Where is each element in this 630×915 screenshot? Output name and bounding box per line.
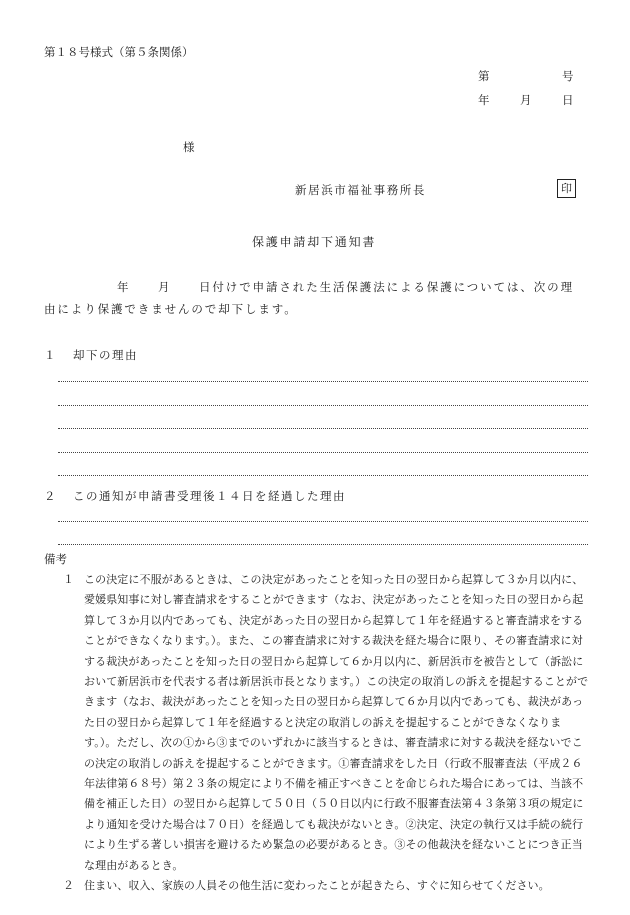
remark-text: 住まい、収入、家族の人員その他生活に変わったことが起きたら、すぐに知らせてください。 <box>84 879 550 893</box>
seal-mark: 印 <box>557 179 576 198</box>
remarks-list <box>44 570 594 897</box>
document-title: 保護申請却下通知書 <box>252 235 377 249</box>
section2-label: この通知が申請書受理後１４日を経過した理由 <box>73 489 346 503</box>
date-month: 月 <box>520 93 532 107</box>
form-number: 第１８号様式（第５条関係） <box>44 45 194 59</box>
remark-number: １ <box>63 573 75 586</box>
remark-item <box>44 570 594 876</box>
reason-line-4 <box>58 452 588 453</box>
section1-label: 却下の理由 <box>73 348 138 362</box>
issuer-name: 新居浜市福祉事務所長 <box>295 183 426 197</box>
delay-reason-line-1 <box>58 521 588 522</box>
remark-item <box>44 876 594 896</box>
remark-number: ２ <box>63 879 75 893</box>
body-year: 年 <box>117 280 129 294</box>
reason-line-2 <box>58 405 588 406</box>
body-line2: 由により保護できませんので却下します。 <box>44 302 298 316</box>
reason-line-3 <box>58 428 588 429</box>
doc-number-prefix: 第 <box>478 69 490 83</box>
date-year: 年 <box>478 93 490 107</box>
body-line1: 日付けで申請された生活保護法による保護については、次の理 <box>199 280 574 294</box>
section1-number: １ <box>44 348 56 362</box>
addressee-suffix: 様 <box>183 140 195 154</box>
reason-line-1 <box>58 381 588 382</box>
date-day: 日 <box>562 93 574 107</box>
reason-line-5 <box>58 475 588 476</box>
doc-number-suffix: 号 <box>562 69 574 83</box>
body-month: 月 <box>158 280 170 294</box>
remarks-heading: 備考 <box>44 552 67 566</box>
delay-reason-line-2 <box>58 544 588 545</box>
remark-text: この決定に不服があるときは、この決定があったことを知った日の翌日から起算して３か月以内に、愛媛県知事に対し審査請求をすることができます（なお、決定があったことを知った日の翌日から起算して３か月以内であっても、決定があった日の翌日から起算して１年を経過すると審査請求をすることができなくなります。）。また、この審査請求に対する裁決を経た場合に限り、その審査請求に対する裁決があったことを知った日の翌日から起算して６か月以内に、新居浜市を被告として（訴訟において新居浜市を代表する者は新居浜市長となります。）この決定の取消しの訴えを提起することができます（なお、裁決があったことを知った日の翌日から起算して６か月以内であっても、裁決があった日の翌日から起算して１年を経過すると決定の取消しの訴えを提起することができなくなります。）。ただし、次の①から③までのいずれかに該当するときは、審査請求に対する裁決を経ないでこの決定の取消しの訴えを提起することができます。①審査請求をした日（行政不服審査法（平成２６年法律第６８号）第２３条の規定により不備を補正すべきことを命じられた場合にあっては、当該不備を補正した日）の翌日から起算して５０日（５０日以内に行政不服審査法第４３条第３項の規定により通知を受けた場合は７０日）を経過しても裁決がないとき。②決定、決定の執行又は手続の続行により生ずる著しい損害を避けるため緊急の必要があるとき。③その他裁決を経ないことにつき正当な理由があるとき。 <box>84 573 589 872</box>
section2-number: ２ <box>44 489 56 503</box>
